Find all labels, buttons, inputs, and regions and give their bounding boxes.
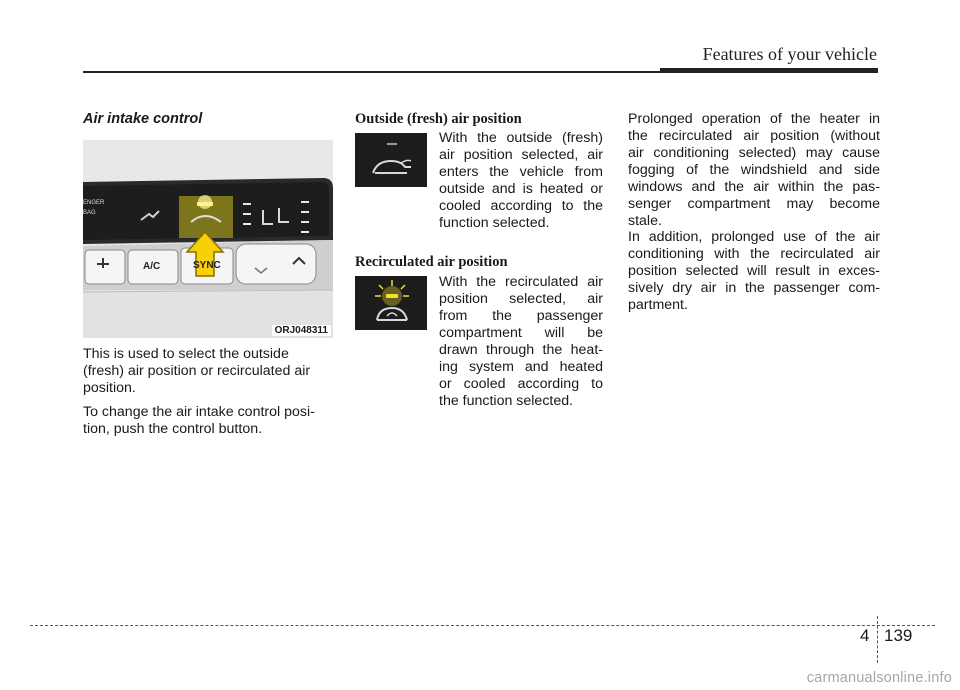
text-line: (fresh) air position or recirculated air [83, 363, 311, 379]
text-line: sively dry air in the passenger com- [628, 280, 880, 296]
text-line: from the passenger [439, 308, 603, 324]
text-line: function selected. [439, 215, 550, 231]
warning-paragraph [628, 111, 880, 230]
text-line: With the recirculated air [439, 274, 603, 290]
text-line: tion, push the control button. [83, 421, 263, 437]
text-line: In addition, prolonged use of the air [628, 229, 880, 245]
figure-label-ac: A/C [143, 261, 161, 272]
intro-paragraph [83, 346, 335, 397]
header-rule [83, 71, 660, 73]
additional-warning-paragraph [628, 229, 880, 314]
figure-label-enger: ENGER [83, 200, 105, 206]
text-line: windows and the air within the pas- [628, 179, 880, 195]
text-line: or cooled according to [439, 376, 603, 392]
header-rule-accent [660, 68, 878, 73]
recirc-air-description [439, 274, 603, 410]
outside-air-icon [355, 133, 427, 187]
section-heading: Air intake control [83, 111, 203, 127]
text-line: the function selected. [439, 393, 574, 409]
recirculated-air-icon [355, 276, 427, 330]
text-line: stale. [628, 213, 662, 229]
text-line: ing system and heated [439, 359, 603, 375]
text-line: position. [83, 380, 136, 396]
text-line: position selected, air [439, 291, 603, 307]
running-header-title: Features of your vehicle [702, 44, 877, 64]
text-line: fogging of the windshield and side [628, 162, 880, 178]
text-line: drawn through the heat- [439, 342, 603, 358]
chapter-number: 4 [860, 626, 870, 645]
text-line: Prolonged operation of the heater in [628, 111, 880, 127]
page-number: 139 [884, 626, 913, 645]
text-line: partment. [628, 297, 688, 313]
text-line: enters the vehicle from [439, 164, 603, 180]
text-line: This is used to select the outside [83, 346, 289, 362]
instruction-paragraph [83, 404, 335, 438]
climate-control-figure [83, 140, 333, 338]
text-line: compartment will be [439, 325, 603, 341]
climate-control-panel-illustration [83, 140, 333, 338]
text-line: position selected will result in exces- [628, 263, 880, 279]
text-line: the recirculated air position (without [628, 128, 880, 144]
text-line: cooled according to the [439, 198, 603, 214]
text-line: air conditioning selected) may cause [628, 145, 880, 161]
text-line: air position selected, air [439, 147, 603, 163]
figure-label-sync: SYNC [193, 260, 221, 271]
text-line: To change the air intake control posi- [83, 404, 315, 420]
text-line: outside and is heated or [439, 181, 603, 197]
text-line: With the outside (fresh) [439, 130, 603, 146]
footer-rule [30, 625, 935, 626]
figure-code: ORJ048311 [272, 325, 331, 336]
outside-air-description [439, 130, 603, 232]
text-line: conditioning with the recirculated air [628, 246, 880, 262]
watermark: carmanualsonline.info [806, 670, 952, 686]
figure-label-bag: BAG [83, 210, 96, 216]
text-line: senger compartment may become [628, 196, 880, 212]
recirc-air-heading: Recirculated air position [355, 254, 508, 270]
footer-divider [877, 616, 878, 663]
outside-air-heading: Outside (fresh) air position [355, 111, 522, 127]
